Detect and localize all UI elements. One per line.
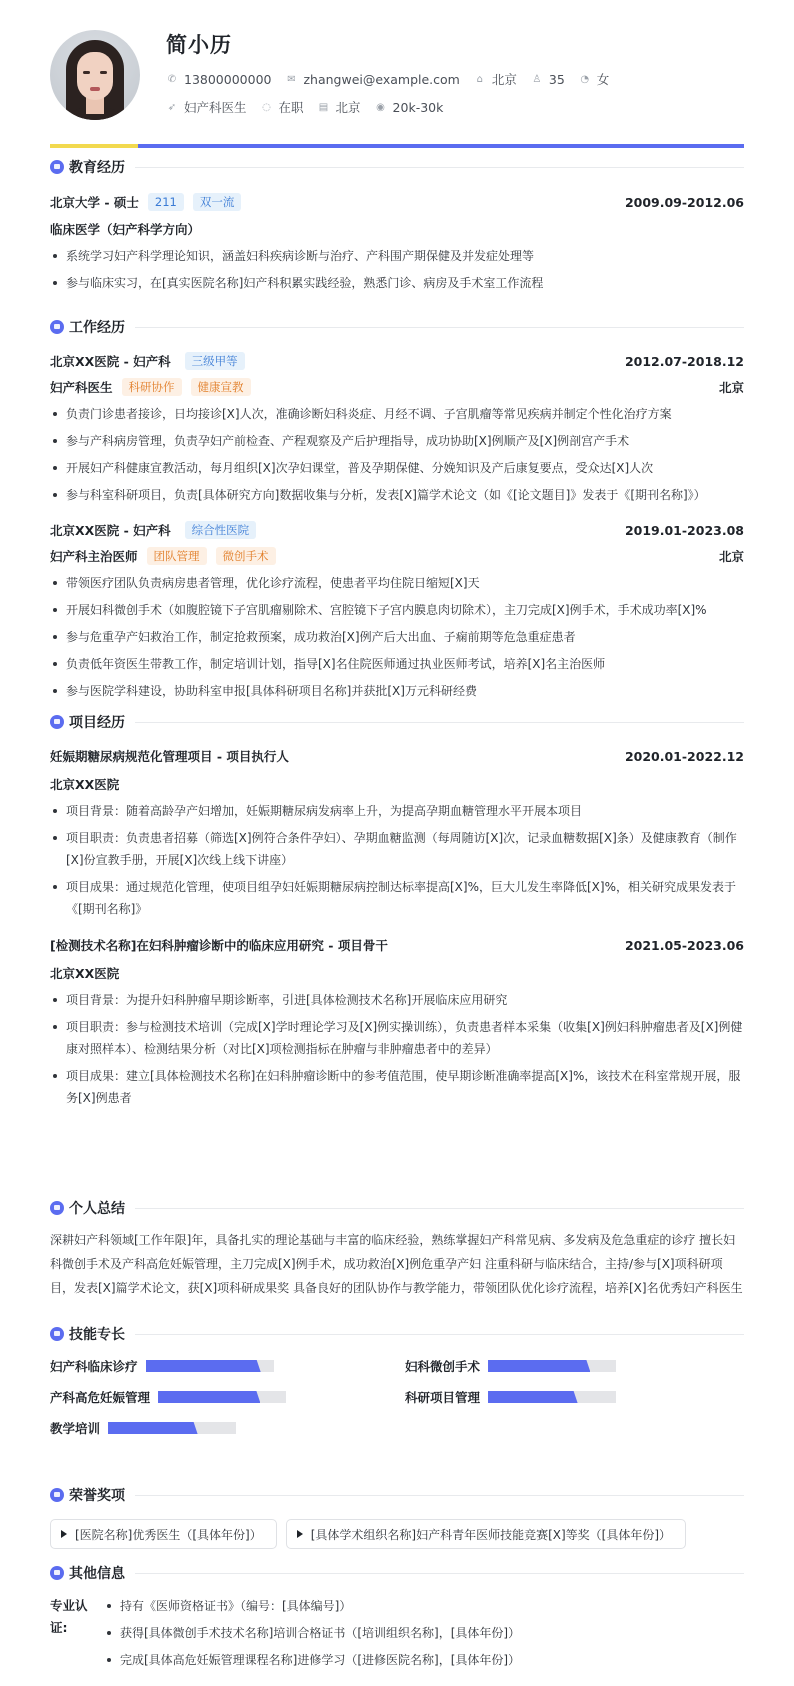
school-tag: 双一流 xyxy=(193,193,242,211)
skill-name: 科研项目管理 xyxy=(405,1390,481,1405)
section-divider xyxy=(135,1334,744,1335)
mail-icon: ✉ xyxy=(287,73,296,85)
building-icon: ▤ xyxy=(318,101,329,113)
chart-icon xyxy=(50,1327,64,1341)
education-row xyxy=(50,191,744,213)
summary-text: 深耕妇产科领域[工作年限]年，具备扎实的理论基础与丰富的临床经验，熟练掌握妇产科常见病、多发病及危急重症的诊疗 擅长妇科微创手术及产科高危妊娠管理，主刀完成[X]例手术，成功救治[X]例危重孕产妇 注重科研与临床结合，主持/参与[X]项科研项目，发表[X]篇学术论文，获[X]项科研成果奖 具备良好的团队协作与教学能力，带领团队优化诊疗流程，培养[X]名优秀妇产科医生 xyxy=(50,1233,743,1295)
skill-name: 产科高危妊娠管理 xyxy=(50,1390,151,1405)
project-name: [检测技术名称]在妇科肿瘤诊断中的临床应用研究 - 项目骨干 xyxy=(50,938,388,953)
list-item: 参与科室科研项目，负责[具体研究方向]数据收集与分析，发表[X]篇学术论文（如《[论文题目]》发表于《[期刊名称]》） xyxy=(50,484,744,506)
avatar-eye xyxy=(83,71,90,74)
role-tag: 科研协作 xyxy=(122,378,182,396)
age-value: 35 xyxy=(548,71,565,87)
award-text: [具体学术组织名称]妇产科青年医师技能竞赛[X]等奖（[具体年份]） xyxy=(310,1527,672,1542)
location-value: 北京 xyxy=(491,72,517,87)
home-icon: ⌂ xyxy=(476,73,484,85)
list-item: 项目背景：随着高龄孕产妇增加，妊娠期糖尿病发病率上升，为提高孕期血糖管理水平开展本项目 xyxy=(50,800,744,822)
skill-bar xyxy=(146,1360,274,1372)
contact-email xyxy=(285,72,459,87)
project-date: 2021.05-2023.06 xyxy=(624,937,744,953)
skill-item xyxy=(50,1387,286,1407)
contact-phone xyxy=(166,72,271,87)
project-bullets xyxy=(50,989,744,1109)
section-divider xyxy=(135,722,744,723)
skills-grid xyxy=(50,1344,744,1444)
job-org: 北京XX医院 - 妇产科 xyxy=(50,354,171,369)
list-item: 开展妇产科健康宣教活动，每月组织[X]次孕妇课堂，普及孕期保健、分娩知识及产后康复要点，受众达[X]人次 xyxy=(50,457,744,479)
list-item: 带领医疗团队负责病房患者管理，优化诊疗流程，使患者平均住院日缩短[X]天 xyxy=(50,572,744,594)
skill-bar-fill xyxy=(488,1360,590,1372)
section-other xyxy=(50,1563,744,1671)
list-item: 项目职责：参与检测技术培训（完成[X]学时理论学习及[X]例实操训练），负责患者样本采集（收集[X]例妇科肿瘤患者及[X]例健康对照样本）、检测结果分析（对比[X]项检测指标在肿瘤与非肿瘤患者中的差异） xyxy=(50,1016,744,1060)
list-item: 负责门诊患者接诊，日均接诊[X]人次，准确诊断妇科炎症、月经不调、子宫肌瘤等常见疾病并制定个性化治疗方案 xyxy=(50,403,744,425)
avatar-face xyxy=(77,52,113,100)
list-item: 项目背景：为提升妇科肿瘤早期诊断率，引进[具体检测技术名称]开展临床应用研究 xyxy=(50,989,744,1011)
job-status xyxy=(261,98,304,116)
school-name: 北京大学 - 硕士 xyxy=(50,195,139,210)
job-intent-row xyxy=(166,98,457,116)
skill-bar xyxy=(108,1422,236,1434)
award-icon xyxy=(50,1488,64,1502)
job-bullets xyxy=(50,403,744,506)
section-header xyxy=(50,317,744,337)
major-row xyxy=(50,218,744,240)
certification-label: 专业认证: xyxy=(50,1598,88,1635)
education-date: 2009.09-2012.06 xyxy=(624,194,744,210)
list-item: 项目成果：建立[具体检测技术名称]在妇科肿瘤诊断中的参考值范围，使早期诊断准确率提高[X]%，该技术在科室常规开展，服务[X]例患者 xyxy=(50,1065,744,1109)
section-header xyxy=(50,1198,744,1218)
salary-icon: ◉ xyxy=(376,101,385,113)
skill-name: 妇科微创手术 xyxy=(405,1359,481,1374)
section-title: 技能专长 xyxy=(69,1327,125,1343)
skill-bar xyxy=(488,1391,616,1403)
award-item[interactable] xyxy=(286,1519,686,1549)
skill-bar xyxy=(488,1360,616,1372)
project-name: 妊娠期糖尿病规范化管理项目 - 项目执行人 xyxy=(50,749,289,764)
email-value: zhangwei@example.com xyxy=(303,71,460,87)
graduation-cap-icon xyxy=(50,160,64,174)
award-text: [医院名称]优秀医生（[具体年份]） xyxy=(75,1527,262,1542)
list-item: 参与产科病房管理，负责孕妇产前检查、产程观察及产后护理指导，成功协助[X]例顺产及[X]例剖宫产手术 xyxy=(50,430,744,452)
skill-bar xyxy=(158,1391,286,1403)
avatar xyxy=(50,30,140,120)
job-role-row xyxy=(50,376,744,398)
job-bullets xyxy=(50,572,744,702)
project-bullets xyxy=(50,800,744,920)
skill-name: 妇产科临床诊疗 xyxy=(50,1359,138,1374)
job-target xyxy=(166,98,247,116)
section-header xyxy=(50,157,744,177)
gender-value: 女 xyxy=(596,72,610,87)
list-item: 项目职责：负责患者招募（筛选[X]例符合条件孕妇）、孕期血糖监测（每周随访[X]次，记录血糖数据[X]条）及健康教育（制作[X]份宣教手册，开展[X]次线上线下讲座） xyxy=(50,827,744,871)
project-entry xyxy=(50,745,744,920)
section-title: 其他信息 xyxy=(69,1566,125,1582)
project-header xyxy=(50,745,744,767)
section-title: 工作经历 xyxy=(69,320,125,336)
education-bullets xyxy=(50,245,744,294)
briefcase-icon xyxy=(50,320,64,334)
job-role: 妇产科医生 xyxy=(50,380,113,395)
section-education xyxy=(50,157,744,294)
skill-name: 教学培训 xyxy=(50,1421,101,1436)
age-icon: ♙ xyxy=(532,73,542,85)
section-title: 教育经历 xyxy=(69,160,125,176)
role-tag: 微创手术 xyxy=(216,547,276,565)
divider-accent-blue xyxy=(138,144,744,148)
job-date: 2019.01-2023.08 xyxy=(624,522,744,538)
section-projects xyxy=(50,712,744,1109)
job-city-value: 北京 xyxy=(335,100,361,115)
job-salary xyxy=(375,100,444,115)
section-divider xyxy=(135,1573,744,1574)
job-city: 北京 xyxy=(718,549,744,564)
certification-list xyxy=(104,1595,520,1671)
job-status-value: 在职 xyxy=(278,100,304,115)
contact-gender xyxy=(579,70,610,88)
section-title: 项目经历 xyxy=(69,715,125,731)
section-header xyxy=(50,1563,744,1583)
job-date: 2012.07-2018.12 xyxy=(624,353,744,369)
project-org: 北京XX医院 xyxy=(50,777,120,792)
contact-location xyxy=(474,70,517,88)
job-entry xyxy=(50,350,744,506)
job-role-row xyxy=(50,545,744,567)
section-skills xyxy=(50,1324,744,1444)
section-work xyxy=(50,317,744,702)
resume-page xyxy=(50,0,744,1667)
skill-bar-fill xyxy=(488,1391,578,1403)
section-divider xyxy=(135,167,744,168)
project-entry xyxy=(50,934,744,1109)
skill-bar-fill xyxy=(146,1360,261,1372)
project-org-row xyxy=(50,773,744,795)
gender-icon: ◔ xyxy=(580,73,590,85)
job-header xyxy=(50,350,744,372)
project-header xyxy=(50,934,744,956)
section-divider xyxy=(135,327,744,328)
awards-list xyxy=(50,1519,744,1549)
list-item: 完成[具体高危妊娠管理课程名称]进修学习（[进修医院名称]，[具体年份]） xyxy=(104,1649,520,1671)
status-icon: ◌ xyxy=(262,101,271,113)
section-awards xyxy=(50,1485,744,1549)
caret-right-icon xyxy=(61,1530,67,1538)
skill-bar-fill xyxy=(158,1391,260,1403)
candidate-name: 简小历 xyxy=(166,33,232,57)
list-item: 持有《医师资格证书》（编号：[具体编号]） xyxy=(104,1595,520,1617)
role-tag: 团队管理 xyxy=(147,547,207,565)
phone-icon: ✆ xyxy=(167,73,177,85)
major: 临床医学（妇产科学方向） xyxy=(50,222,201,237)
skill-item xyxy=(50,1356,274,1376)
school-tag: 211 xyxy=(148,193,184,211)
section-divider xyxy=(135,1208,744,1209)
skill-bar-fill xyxy=(108,1422,198,1434)
section-header xyxy=(50,1485,744,1505)
list-item: 参与临床实习，在[真实医院名称]妇产科积累实践经验，熟悉门诊、病房及手术室工作流程 xyxy=(50,272,744,294)
send-icon: ➶ xyxy=(167,101,177,113)
project-org-row xyxy=(50,962,744,984)
resume-header xyxy=(50,0,744,150)
list-item: 项目成果：通过规范化管理，使项目组孕妇妊娠期糖尿病控制达标率提高[X]%，巨大儿发生率降低[X]%，相关研究成果发表于《[期刊名称]》 xyxy=(50,876,744,920)
job-salary-value: 20k-30k xyxy=(392,99,444,115)
job-target-value: 妇产科医生 xyxy=(184,100,247,115)
avatar-eye xyxy=(100,71,107,74)
org-tag: 三级甲等 xyxy=(185,352,245,370)
org-tag: 综合性医院 xyxy=(185,521,257,539)
list-item: 参与医院学科建设，协助科室申报[具体科研项目名称]并获批[X]万元科研经费 xyxy=(50,680,744,702)
job-header xyxy=(50,519,744,541)
job-entry xyxy=(50,519,744,702)
list-item: 获得[具体微创手术技术名称]培训合格证书（[培训组织名称]，[具体年份]） xyxy=(104,1622,520,1644)
skill-item xyxy=(405,1356,616,1376)
role-tag: 健康宣教 xyxy=(191,378,251,396)
section-title: 荣誉奖项 xyxy=(69,1488,125,1504)
section-header xyxy=(50,712,744,732)
list-item: 系统学习妇产科学理论知识，涵盖妇科疾病诊断与治疗、产科围产期保健及并发症处理等 xyxy=(50,245,744,267)
avatar-lips xyxy=(90,87,100,91)
other-certifications xyxy=(50,1595,744,1671)
info-icon xyxy=(50,1566,64,1580)
project-org: 北京XX医院 xyxy=(50,966,120,981)
list-item: 开展妇科微创手术（如腹腔镜下子宫肌瘤剔除术、宫腔镜下子宫内膜息肉切除术），主刀完成[X]例手术，手术成功率[X]% xyxy=(50,599,744,621)
contact-age xyxy=(531,72,565,87)
section-title: 个人总结 xyxy=(69,1201,125,1217)
section-summary xyxy=(50,1198,744,1300)
divider-accent-yellow xyxy=(50,144,138,148)
award-item[interactable] xyxy=(50,1519,277,1549)
list-item: 负责低年资医生带教工作，制定培训计划，指导[X]名住院医师通过执业医师考试，培养[X]名主治医师 xyxy=(50,653,744,675)
skill-item xyxy=(405,1387,616,1407)
user-icon xyxy=(50,1201,64,1215)
job-org: 北京XX医院 - 妇产科 xyxy=(50,523,171,538)
project-date: 2020.01-2022.12 xyxy=(624,748,744,764)
section-divider xyxy=(135,1495,744,1496)
caret-right-icon xyxy=(297,1530,303,1538)
chart-icon xyxy=(50,715,64,729)
skill-item xyxy=(50,1418,236,1438)
header-divider xyxy=(50,144,744,148)
phone-value: 13800000000 xyxy=(184,71,272,87)
job-city: 北京 xyxy=(718,380,744,395)
section-header xyxy=(50,1324,744,1344)
job-role: 妇产科主治医师 xyxy=(50,549,138,564)
job-city xyxy=(318,98,361,116)
list-item: 参与危重孕产妇救治工作，制定抢救预案，成功救治[X]例产后大出血、子痫前期等危急重症患者 xyxy=(50,626,744,648)
contact-row xyxy=(166,70,623,88)
